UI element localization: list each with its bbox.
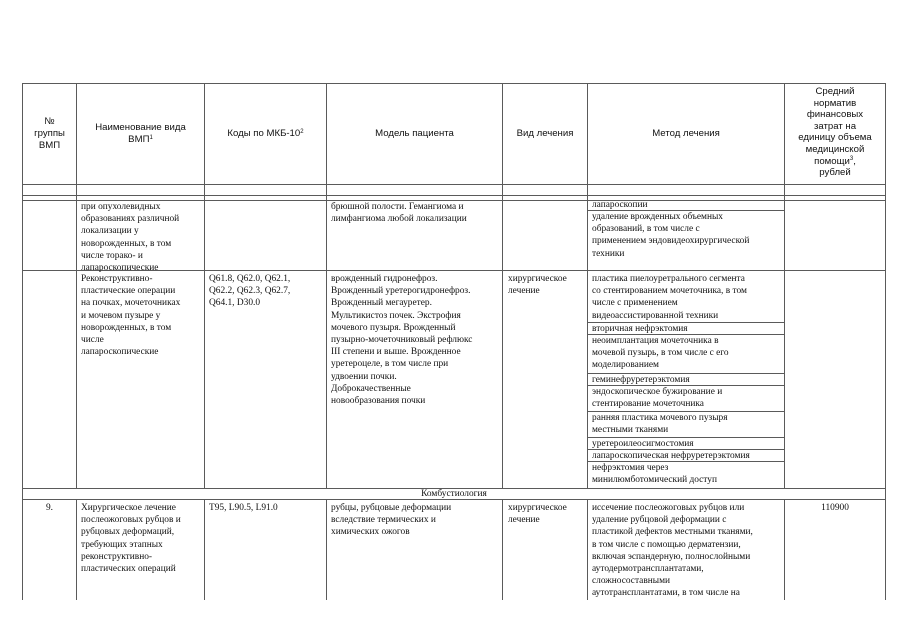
method-item: ранняя пластика мочевого пузыря местными тканями — [592, 413, 728, 436]
method-item: удаление врожденных объемных образований, в том числе с применением эндовидеохирургической техники — [592, 212, 750, 259]
icd-codes-cell: Q61.8, Q62.0, Q62.1, Q62.2, Q62.3, Q62.7, Q64.1, D30.0 — [209, 274, 291, 309]
method-item: лапароскопическая нефруретерэктомия — [592, 451, 750, 461]
vmp-name-cell: Хирургическое лечение послеожоговых рубцов и рубцовых деформаций, требующих этапных реконструктивно- пластических операций — [81, 503, 181, 575]
header-treatment-method: Метод лечения — [652, 128, 720, 139]
header-treatment-type: Вид лечения — [516, 128, 574, 139]
section-title: Комбустиология — [421, 489, 487, 499]
header-icd-codes: Коды по МКБ-$10^2$ — [227, 128, 304, 139]
method-item: нефрэктомия через минилюмботомический доступ — [592, 463, 717, 486]
method-item: уретероилеосигмостомия — [592, 439, 694, 449]
icd-codes-cell: T95, L90.5, L91.0 — [209, 503, 278, 513]
header-average-cost: Средний норматив финансовых затрат на единицу объема медицинской помощи$^3$, рублей — [798, 86, 872, 179]
group-number-cell: 9. — [45, 503, 54, 513]
header-patient-model: Модель пациента — [375, 128, 454, 139]
method-item: вторичная нефрэктомия — [592, 324, 688, 334]
vmp-name-cell: при опухолевидных образованиях различной локализации у новорожденных, в том числе торако- и лапароскопические — [81, 202, 180, 274]
method-item: эндоскопическое бужирование и стентирование мочеточника — [592, 387, 723, 410]
treatment-type-cell: хирургическое лечение — [508, 503, 567, 526]
header-group-number: № группы ВМП — [34, 116, 65, 152]
treatment-type-cell: хирургическое лечение — [508, 274, 567, 297]
method-item: пластика пиелоуретрального сегмента со стентированием мочеточника, в том числе с применением видеоассистированной техники — [592, 274, 747, 321]
patient-model-cell: брюшной полости. Гемангиома и лимфангиома любой локализации — [331, 202, 467, 225]
method-item: неоимплантация мочеточника в мочевой пузырь, в том числе с его моделированием — [592, 336, 729, 371]
patient-model-cell: врожденный гидронефроз. Врожденный уретерогидронефроз. Врожденный мегауретер. Мультикистоз почек. Экстрофия мочевого пузыря. Врожденный пузырно-мочеточниковый рефлюкс III степени и выше. Врожденное уретероцеле, в том числе при удвоении почки. Доброкачественные новообразования почки — [331, 274, 473, 407]
header-vmp-name: Наименование вида ВМП$^1$ — [95, 122, 186, 146]
method-item: геминефруретерэктомия — [592, 375, 690, 385]
patient-model-cell: рубцы, рубцовые деформации вследствие термических и химических ожогов — [331, 503, 452, 538]
method-item: иссечение послеожоговых рубцов или удаление рубцовой деформации с пластикой дефектов местными тканями, в том числе с помощью дерматензии, включая эспандерную, полнослойными аутодермотрансплантатами, сложносоставными аутотрансплантатами, в том числе на — [592, 503, 753, 599]
vmp-name-cell: Реконструктивно- пластические операции на почках, мочеточниках и мочевом пузыре у новорожденных, в том числе лапароскопические — [81, 274, 181, 358]
average-cost-cell: 110900 — [821, 503, 849, 513]
method-item: лапароскопии — [592, 200, 648, 210]
